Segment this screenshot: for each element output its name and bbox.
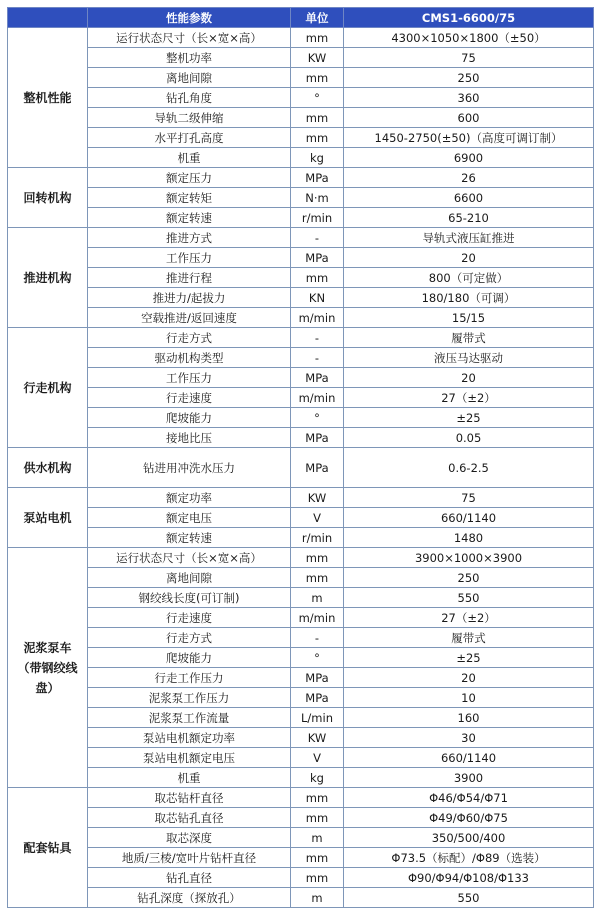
param-cell: 泥浆泵工作压力 [88, 688, 291, 708]
value-cell: 1450-2750(±50)（高度可调订制） [344, 128, 594, 148]
param-cell: 接地比压 [88, 428, 291, 448]
value-cell: 27（±2） [344, 608, 594, 628]
header-param-cell: 性能参数 [88, 8, 291, 28]
param-cell: 水平打孔高度 [88, 128, 291, 148]
param-cell: 行走工作压力 [88, 668, 291, 688]
value-cell: 3900 [344, 768, 594, 788]
param-cell: 运行状态尺寸（长×宽×高） [88, 548, 291, 568]
group-label: 推进机构 [8, 228, 88, 328]
table-row [8, 368, 594, 388]
param-cell: 爬坡能力 [88, 648, 291, 668]
table-row [8, 708, 594, 728]
param-cell: 泵站电机额定功率 [88, 728, 291, 748]
unit-cell: mm [291, 848, 344, 868]
unit-cell: - [291, 328, 344, 348]
unit-cell: MPa [291, 248, 344, 268]
value-cell: ±25 [344, 408, 594, 428]
unit-cell: kg [291, 148, 344, 168]
param-cell: 爬坡能力 [88, 408, 291, 428]
unit-cell: m/min [291, 308, 344, 328]
param-cell: 泵站电机额定电压 [88, 748, 291, 768]
value-cell: 550 [344, 588, 594, 608]
value-cell: 6600 [344, 188, 594, 208]
value-cell: 180/180（可调） [344, 288, 594, 308]
table-row [8, 328, 594, 348]
value-cell: 1480 [344, 528, 594, 548]
param-cell: 离地间隙 [88, 68, 291, 88]
table-row [8, 108, 594, 128]
unit-cell: - [291, 348, 344, 368]
value-cell: 15/15 [344, 308, 594, 328]
unit-cell: MPa [291, 428, 344, 448]
value-cell: 履带式 [344, 628, 594, 648]
spec-table [7, 7, 594, 908]
table-row [8, 268, 594, 288]
param-cell: 钻进用冲洗水压力 [88, 448, 291, 488]
table-row [8, 748, 594, 768]
table-row [8, 388, 594, 408]
value-cell: 660/1140 [344, 508, 594, 528]
unit-cell: MPa [291, 448, 344, 488]
unit-cell: mm [291, 568, 344, 588]
table-row [8, 248, 594, 268]
param-cell: 工作压力 [88, 368, 291, 388]
unit-cell: - [291, 228, 344, 248]
table-row [8, 888, 594, 908]
param-cell: 额定功率 [88, 488, 291, 508]
param-cell: 钻孔角度 [88, 88, 291, 108]
group-label: 整机性能 [8, 28, 88, 168]
value-cell: Φ73.5（标配）/Φ89（选装） [344, 848, 594, 868]
value-cell: 160 [344, 708, 594, 728]
unit-cell: KW [291, 488, 344, 508]
value-cell: 0.6-2.5 [344, 448, 594, 488]
unit-cell: m [291, 588, 344, 608]
value-cell: 600 [344, 108, 594, 128]
value-cell: 10 [344, 688, 594, 708]
value-cell: 20 [344, 248, 594, 268]
value-cell: 3900×1000×3900 [344, 548, 594, 568]
value-cell: 26 [344, 168, 594, 188]
table-row [8, 728, 594, 748]
unit-cell: - [291, 628, 344, 648]
value-cell: 800（可定做） [344, 268, 594, 288]
value-cell: 75 [344, 488, 594, 508]
unit-cell: m [291, 828, 344, 848]
value-cell: 30 [344, 728, 594, 748]
value-cell: ±25 [344, 648, 594, 668]
value-cell: 350/500/400 [344, 828, 594, 848]
table-header [8, 8, 594, 28]
param-cell: 行走方式 [88, 328, 291, 348]
param-cell: 机重 [88, 768, 291, 788]
param-cell: 额定压力 [88, 168, 291, 188]
table-row [8, 168, 594, 188]
group-label: 配套钻具 [8, 788, 88, 908]
table-row [8, 348, 594, 368]
table-row [8, 188, 594, 208]
value-cell: Φ46/Φ54/Φ71 [344, 788, 594, 808]
table-row [8, 608, 594, 628]
param-cell: 取芯钻杆直径 [88, 788, 291, 808]
table-row [8, 628, 594, 648]
param-cell: 额定转速 [88, 208, 291, 228]
table-row [8, 508, 594, 528]
group-label: 回转机构 [8, 168, 88, 228]
unit-cell: mm [291, 28, 344, 48]
param-cell: 推进行程 [88, 268, 291, 288]
value-cell: 4300×1050×1800（±50） [344, 28, 594, 48]
table-row [8, 308, 594, 328]
value-cell: 20 [344, 368, 594, 388]
unit-cell: mm [291, 868, 344, 888]
unit-cell: ° [291, 648, 344, 668]
param-cell: 额定转速 [88, 528, 291, 548]
value-cell: 6900 [344, 148, 594, 168]
value-cell: 360 [344, 88, 594, 108]
unit-cell: mm [291, 808, 344, 828]
value-cell: 75 [344, 48, 594, 68]
unit-cell: mm [291, 548, 344, 568]
param-cell: 钻孔直径 [88, 868, 291, 888]
param-cell: 运行状态尺寸（长×宽×高） [88, 28, 291, 48]
param-cell: 空载推进/返回速度 [88, 308, 291, 328]
table-row [8, 688, 594, 708]
unit-cell: MPa [291, 668, 344, 688]
table-row [8, 528, 594, 548]
table-row [8, 288, 594, 308]
table-row [8, 28, 594, 48]
unit-cell: ° [291, 88, 344, 108]
unit-cell: mm [291, 108, 344, 128]
unit-cell: N·m [291, 188, 344, 208]
value-cell: 20 [344, 668, 594, 688]
value-cell: 550 [344, 888, 594, 908]
unit-cell: mm [291, 788, 344, 808]
header-group-cell [8, 8, 88, 28]
unit-cell: V [291, 508, 344, 528]
table-row [8, 668, 594, 688]
value-cell: 250 [344, 568, 594, 588]
group-label: 供水机构 [8, 448, 88, 488]
value-cell: 660/1140 [344, 748, 594, 768]
value-cell: 履带式 [344, 328, 594, 348]
unit-cell: MPa [291, 368, 344, 388]
table-row [8, 128, 594, 148]
header-unit-cell: 单位 [291, 8, 344, 28]
value-cell: 液压马达驱动 [344, 348, 594, 368]
unit-cell: r/min [291, 528, 344, 548]
unit-cell: KN [291, 288, 344, 308]
group-label: 泵站电机 [8, 488, 88, 548]
value-cell: 27（±2） [344, 388, 594, 408]
header-value-cell: CMS1-6600/75 [344, 8, 594, 28]
param-cell: 钻孔深度（探放孔） [88, 888, 291, 908]
unit-cell: m/min [291, 608, 344, 628]
param-cell: 行走方式 [88, 628, 291, 648]
param-cell: 取芯深度 [88, 828, 291, 848]
table-row [8, 208, 594, 228]
param-cell: 离地间隙 [88, 568, 291, 588]
table-row [8, 488, 594, 508]
param-cell: 行走速度 [88, 388, 291, 408]
table-row [8, 808, 594, 828]
table-row [8, 848, 594, 868]
param-cell: 工作压力 [88, 248, 291, 268]
param-cell: 推进力/起拔力 [88, 288, 291, 308]
group-label: 泥浆泵车（带钢绞线盘） [8, 548, 88, 788]
unit-cell: V [291, 748, 344, 768]
table-row [8, 448, 594, 488]
unit-cell: KW [291, 728, 344, 748]
table-row [8, 68, 594, 88]
table-row [8, 428, 594, 448]
unit-cell: mm [291, 268, 344, 288]
param-cell: 导轨二级伸缩 [88, 108, 291, 128]
table-row [8, 88, 594, 108]
param-cell: 驱动机构类型 [88, 348, 291, 368]
param-cell: 地质/三棱/宽叶片钻杆直径 [88, 848, 291, 868]
value-cell: Φ49/Φ60/Φ75 [344, 808, 594, 828]
value-cell: 250 [344, 68, 594, 88]
unit-cell: m [291, 888, 344, 908]
param-cell: 行走速度 [88, 608, 291, 628]
unit-cell: KW [291, 48, 344, 68]
table-row [8, 228, 594, 248]
table-row [8, 588, 594, 608]
table-row [8, 768, 594, 788]
table-row [8, 568, 594, 588]
unit-cell: kg [291, 768, 344, 788]
param-cell: 推进方式 [88, 228, 291, 248]
param-cell: 取芯钻孔直径 [88, 808, 291, 828]
table-row [8, 828, 594, 848]
unit-cell: L/min [291, 708, 344, 728]
table-row [8, 648, 594, 668]
param-cell: 泥浆泵工作流量 [88, 708, 291, 728]
unit-cell: mm [291, 128, 344, 148]
param-cell: 整机功率 [88, 48, 291, 68]
param-cell: 钢绞线长度(可订制) [88, 588, 291, 608]
group-label: 行走机构 [8, 328, 88, 448]
unit-cell: ° [291, 408, 344, 428]
value-cell: 65-210 [344, 208, 594, 228]
table-row [8, 148, 594, 168]
value-cell: Φ90/Φ94/Φ108/Φ133 [344, 868, 594, 888]
unit-cell: MPa [291, 688, 344, 708]
table-row [8, 548, 594, 568]
unit-cell: m/min [291, 388, 344, 408]
table-row [8, 48, 594, 68]
table-row [8, 788, 594, 808]
header-row [8, 8, 594, 28]
param-cell: 额定转矩 [88, 188, 291, 208]
unit-cell: r/min [291, 208, 344, 228]
table-row [8, 868, 594, 888]
table-row [8, 408, 594, 428]
unit-cell: mm [291, 68, 344, 88]
value-cell: 导轨式液压缸推进 [344, 228, 594, 248]
param-cell: 额定电压 [88, 508, 291, 528]
value-cell: 0.05 [344, 428, 594, 448]
param-cell: 机重 [88, 148, 291, 168]
table-body [8, 28, 594, 908]
unit-cell: MPa [291, 168, 344, 188]
